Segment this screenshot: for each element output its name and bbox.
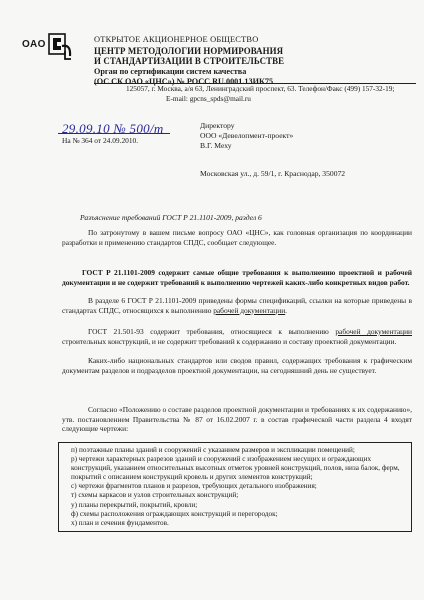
list-item: ф) схемы расположения ограждающих конструкций и перегородок;	[71, 509, 278, 518]
paragraph-1: По затронутому в вашем письме вопросу ОАО «ЦНС», как головная организация по координации разработки и применению стандартов СПДС, сообщает следующее.	[62, 228, 412, 247]
org-line-1: ОТКРЫТОЕ АКЦИОНЕРНОЕ ОБЩЕСТВО	[94, 35, 259, 44]
letter-subject: Разъяснение требований ГОСТ Р 21.1101-2009, раздел 6	[80, 213, 262, 222]
list-item: т) схемы каркасов и узлов строительных конструкций;	[71, 491, 239, 500]
company-logo-icon	[48, 33, 72, 61]
org-line-4: Орган по сертификации систем качества	[94, 66, 247, 76]
list-item: р) чертежи характерных разрезов зданий и сооружений с изображением несущих и ограждающих конструкций, указанием относительных высотных отметок уровней конструкций, полов, низа балок, ферм, покрытий с описанием конструкций кровель и других элементов конструкций;	[71, 455, 400, 482]
incoming-reference: На № 364 от 24.09.2010.	[62, 136, 139, 145]
handwritten-outgoing-number: 29.09.10 № 500/m	[62, 121, 164, 136]
recipient-title: Директору	[200, 121, 235, 130]
recipient-address: Московская ул., д. 59/1, г. Краснодар, 350072	[200, 169, 346, 178]
recipient-name: В.Г. Меху	[200, 140, 232, 150]
org-line-5: (ОС СК ОАО «ЦНС») № РОСС RU.0001.13ИК75	[94, 77, 274, 87]
paragraph-3-end: .	[285, 305, 288, 315]
paragraph-3-underlined: рабочей документации	[213, 305, 286, 315]
list-item: х) план и сечения фундаментов.	[71, 518, 169, 527]
paragraph-5: Каких-либо национальных стандартов или сводов правил, содержащих требования к графическим документам разделов и подразделов проектной документации, на сегодняшний день не существует.	[62, 356, 412, 375]
org-line-3: И СТАНДАРТИЗАЦИИ В СТРОИТЕЛЬСТВЕ	[94, 56, 285, 67]
list-item: у) планы перекрытий, покрытий, кровли;	[71, 500, 198, 509]
paragraph-6: Согласно «Положению о составе разделов проектной документации и требованиях к их содержанию», утв. постановлением Правительства № 87 от 16.02.2007 г. в состав графической части раздела 4 входят следующие чертежи:	[62, 405, 412, 434]
drawings-list-box	[58, 442, 412, 532]
list-item: с) чертежи фрагментов планов и разрезов, требующих детального изображения;	[71, 482, 317, 491]
paragraph-3-text: В разделе 6 ГОСТ Р 21.1101-2009 приведены формы спецификаций, ссылки на которые приведены в стандартах СПДС, относящихся к выполнению	[62, 296, 412, 315]
paragraph-3	[62, 296, 412, 315]
company-logo-text: ОАО	[22, 39, 46, 50]
paragraph-4-text: ГОСТ 21.501-93 содержит требования, относящиеся к выполнению	[88, 327, 336, 336]
paragraph-2: ГОСТ Р 21.1101-2009 содержит самые общие требования к выполнению проектной и рабочей документации и не содержит требований к выполнению чертежей каких-либо конкретных видов работ.	[62, 268, 412, 287]
paragraph-4-end: строительных конструкций, и не содержит требований к содержанию и составу проектной документации.	[62, 336, 397, 346]
paragraph-4	[62, 327, 412, 346]
paragraph-4-underlined: рабочей документации	[335, 327, 412, 336]
org-email: E-mail: gpcns_spds@mail.ru	[166, 94, 251, 103]
org-address: 125057, г. Москва, а/я 63, Ленинградский проспект, 63. Телефон/Факс (499) 157-32-19;	[126, 84, 395, 93]
list-item: п) поэтажные планы зданий и сооружений с указанием размеров и экспликации помещений;	[71, 446, 355, 454]
handwritten-underline	[58, 133, 170, 134]
organization-block	[94, 35, 414, 88]
org-line-2: ЦЕНТР МЕТОДОЛОГИИ НОРМИРОВАНИЯ	[94, 45, 284, 56]
recipient-company: ООО «Девелопмент-проект»	[200, 130, 294, 140]
recipient-block	[200, 121, 293, 150]
